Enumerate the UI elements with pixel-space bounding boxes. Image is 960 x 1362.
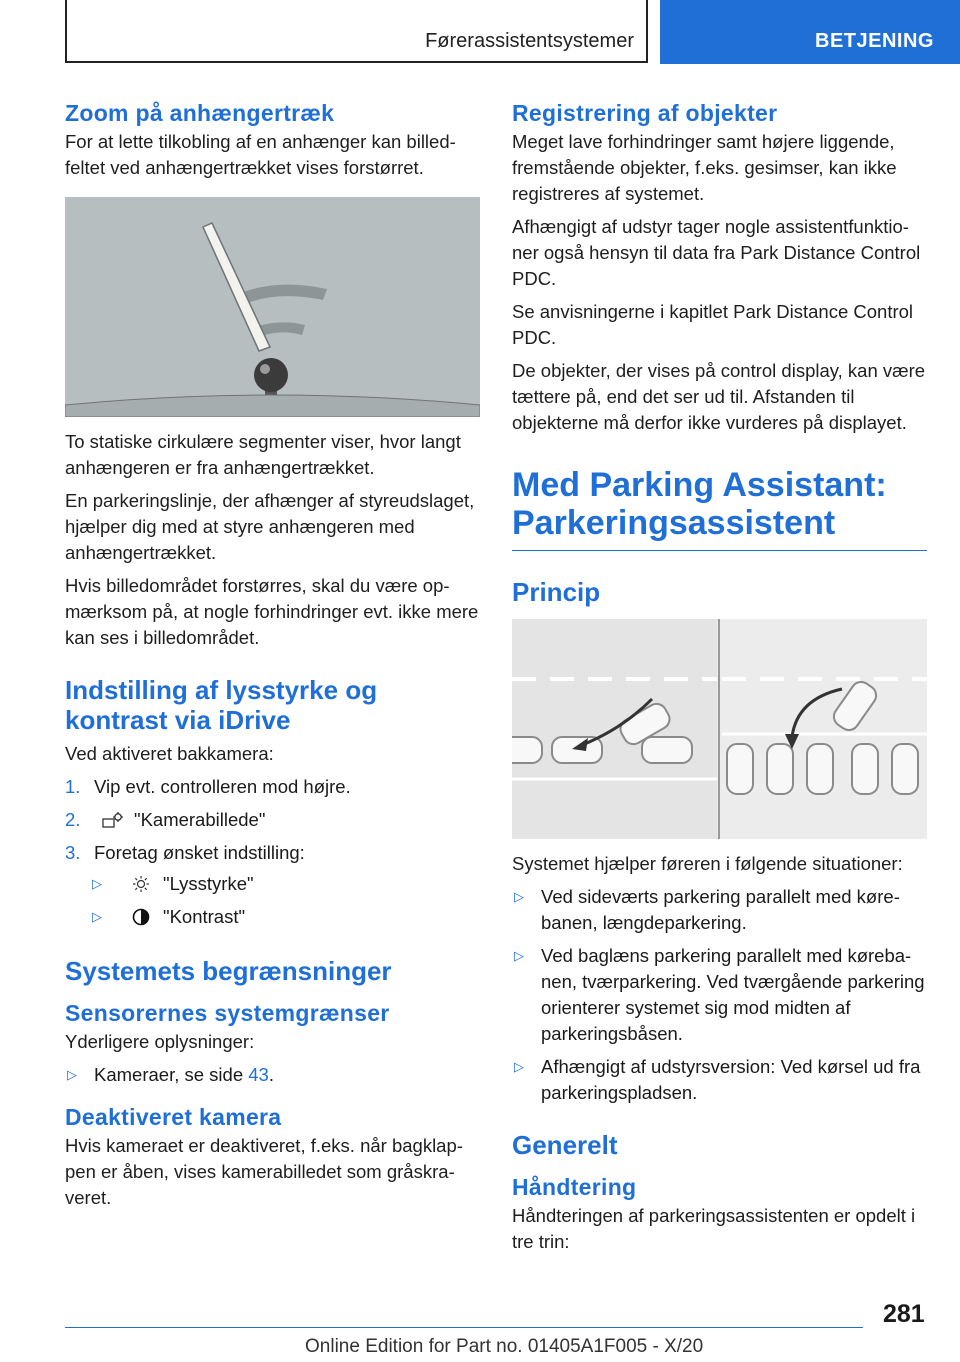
right-column [512,100,927,1262]
triangle-bullet-icon: ▷ [67,1067,77,1082]
chapter-tab-label: BETJENING [815,30,934,52]
parking-principle-image [512,619,927,839]
footer-rule [65,1327,863,1328]
paragraph-zoom: For at lette tilkobling af en anhænger kan billedfeltet ved anhængertrækket vises forstørret. [65,131,456,178]
paragraph-more-info: Yderligere oplysninger: [65,1031,255,1052]
heading-zoom: Zoom på anhængertræk [65,100,335,126]
step-3: 3. Foretag ønsket indstilling: [65,842,305,863]
brightness-icon [131,874,151,892]
heading-handling: Håndtering [512,1174,637,1200]
heading-brightness-contrast: Indstilling af lysstyrke og kontrast via iDrive [65,675,378,735]
paragraph-pdc-data: Afhængigt af udstyr tager nogle assistentfunktioner også hensyn til data fra Park Distance Control PDC. [512,216,921,289]
situation-item: ▷ Ved sideværts parkering parallelt med kørebanen, længdeparkering. [514,886,900,933]
section-title: Førerassistentsystemer [425,30,634,52]
left-column [65,100,480,1218]
header-frame [65,0,648,63]
camera-ref-item: ▷ Kameraer, se side 43. [65,1062,480,1088]
heading-sensor-limits: Sensorernes systemgrænser [65,1000,390,1026]
heading-system-limits: Systemets begrænsninger [65,956,392,986]
paragraph-enlarge-warning: Hvis billedområdet forstørres, skal du være opmærksom på, at nogle forhindringer evt. ikke mere kan ses i billedområdet. [65,575,479,648]
trailer-hitch-illustration [65,197,480,417]
situation-item: ▷ Afhængigt af udstyrsversion: Ved kørsel ud fra parkeringspladsen. [514,1056,921,1103]
paragraph-pdc-chapter: Se anvisningerne i kapitlet Park Distance Control PDC. [512,301,914,348]
sub-item-brightness: ▷ "Lysstyrke" [65,871,480,897]
triangle-bullet-icon: ▷ [92,909,102,924]
triangle-bullet-icon: ▷ [92,876,102,891]
step-1: 1. Vip evt. controlleren mod højre. [65,776,351,797]
heading-object-registration: Registrering af objekter [512,100,778,126]
step-2: 2. "Kamerabillede" [65,809,266,830]
sub-item-contrast: ▷ "Kontrast" [65,904,480,930]
footer-edition: Online Edition for Part no. 01405A1F005 - X/20 [305,1336,704,1357]
settings-sublist [65,871,480,930]
paragraph-camera-active: Ved aktiveret bakkamera: [65,743,274,764]
situations-list [512,884,927,1106]
camera-ref-list [65,1062,480,1088]
paragraph-low-obstacles: Meget lave forhindringer samt højere liggende, fremstående objekter, f.eks. gesimser, kan ikke registreres af systemet. [512,131,897,204]
camera-settings-icon [102,810,122,828]
paragraph-parking-line: En parkeringslinje, der afhænger af styreudslaget, hjælper dig med at styre anhængeren med anhængertrækket. [65,490,475,563]
triangle-bullet-icon: ▷ [514,889,524,904]
triangle-bullet-icon: ▷ [514,1059,524,1074]
steps-list [65,774,480,866]
triangle-bullet-icon: ▷ [514,948,524,963]
heading-principle: Princip [512,577,601,607]
paragraph-camera-deactivated: Hvis kameraet er deaktiveret, f.eks. når bagklappen er åben, vises kamerabilledet som gråskraveret. [65,1135,463,1208]
heading-parking-assistant: Med Parking Assistant: Parkeringsassistent [512,466,927,551]
chapter-tab[interactable] [660,0,960,64]
paragraph-system-helps: Systemet hjælper føreren i følgende situationer: [512,853,903,874]
trailer-hitch-zoom-image [65,197,480,417]
paragraph-handling: Håndteringen af parkeringsassistenten er opdelt i tre trin: [512,1205,916,1252]
page-link-43[interactable]: 43 [248,1064,269,1085]
contrast-icon [131,907,151,925]
paragraph-display-distance: De objekter, der vises på control display, kan være tættere på, end det ser ud til. Afstanden til objekterne må derfor ikke vurderes på displayet. [512,360,926,433]
paragraph-segments: To statiske cirkulære segmenter viser, hvor langt anhængeren er fra anhængertrækket. [65,431,461,478]
heading-camera-deactivated: Deaktiveret kamera [65,1104,282,1130]
page-number: 281 [883,1300,925,1328]
situation-item: ▷ Ved baglæns parkering parallelt med kørebanen, tværparkering. Ved tværgående parkering orienterer systemet sig mod midten af parkeringsbåsen. [514,945,925,1044]
heading-general: Generelt [512,1130,618,1160]
parking-maneuver-illustration [512,619,927,839]
